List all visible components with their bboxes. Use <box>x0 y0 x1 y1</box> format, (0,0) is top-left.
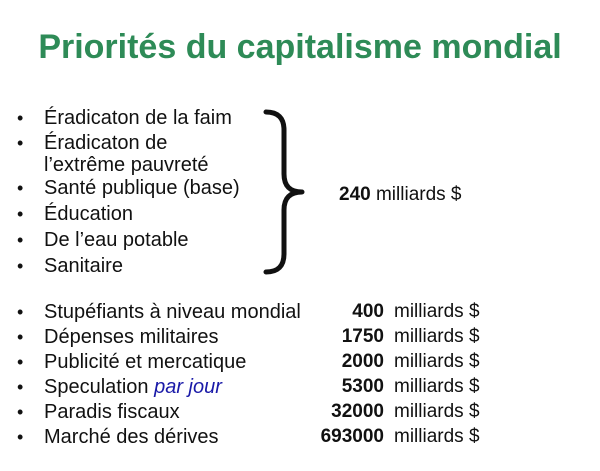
bullet: • <box>17 204 24 224</box>
item-label: De l’eau potable <box>44 229 189 251</box>
item-label <box>44 300 301 324</box>
list-item <box>0 300 600 324</box>
item-unit: milliards $ <box>394 401 480 422</box>
item-label: Éducation <box>44 203 133 225</box>
item-unit: milliards $ <box>394 426 480 447</box>
right-brace-icon <box>262 108 312 276</box>
bullet: • <box>17 377 24 397</box>
bullet: • <box>17 108 24 128</box>
item-label: Éradicaton de la faim <box>44 107 232 129</box>
item-unit: milliards $ <box>394 326 480 347</box>
item-amount: 693000 <box>320 426 384 447</box>
item-amount: 5300 <box>341 376 384 397</box>
list-item <box>0 375 600 399</box>
bullet: • <box>17 178 24 198</box>
group1-total-amount: 240 <box>339 184 371 205</box>
item-label-text: Stupéfiants à niveau mondial <box>44 301 301 323</box>
item-label <box>44 325 219 349</box>
item-label-text: Marché des dérives <box>44 426 219 448</box>
bullet: • <box>17 230 24 250</box>
item-label: Santé publique (base) <box>44 177 240 199</box>
item-label <box>44 350 246 374</box>
item-label-text: Dépenses militaires <box>44 326 219 348</box>
group1-total-unit: milliards $ <box>375 184 462 205</box>
item-label-text: Speculation <box>44 376 155 398</box>
bullet: • <box>17 402 24 422</box>
group1-total <box>339 184 462 206</box>
item-label: Éradicaton de <box>44 132 168 154</box>
bullet: • <box>17 256 24 276</box>
item-amount: 32000 <box>331 401 384 422</box>
bullet: • <box>17 427 24 447</box>
item-label-emphasis: par jour <box>154 376 222 398</box>
item-label <box>44 425 219 449</box>
item-amount: 1750 <box>341 326 384 347</box>
item-amount: 2000 <box>341 351 384 372</box>
item-unit: milliards $ <box>394 301 480 322</box>
item-label <box>44 400 180 424</box>
bullet: • <box>17 327 24 347</box>
list-item <box>0 325 600 349</box>
bullet: • <box>17 352 24 372</box>
item-unit: milliards $ <box>394 351 480 372</box>
slide-title: Priorités du capitalisme mondial <box>38 28 562 66</box>
item-amount: 400 <box>352 301 384 322</box>
item-unit: milliards $ <box>394 376 480 397</box>
bullet: • <box>17 133 24 153</box>
bullet: • <box>17 302 24 322</box>
item-label: Sanitaire <box>44 255 123 277</box>
list-item <box>0 350 600 374</box>
item-label-text: Paradis fiscaux <box>44 401 180 423</box>
item-label-continued: l’extrême pauvreté <box>44 154 209 176</box>
item-label <box>44 375 222 399</box>
list-item <box>0 400 600 424</box>
list-item <box>0 425 600 449</box>
item-label-text: Publicité et mercatique <box>44 351 247 373</box>
